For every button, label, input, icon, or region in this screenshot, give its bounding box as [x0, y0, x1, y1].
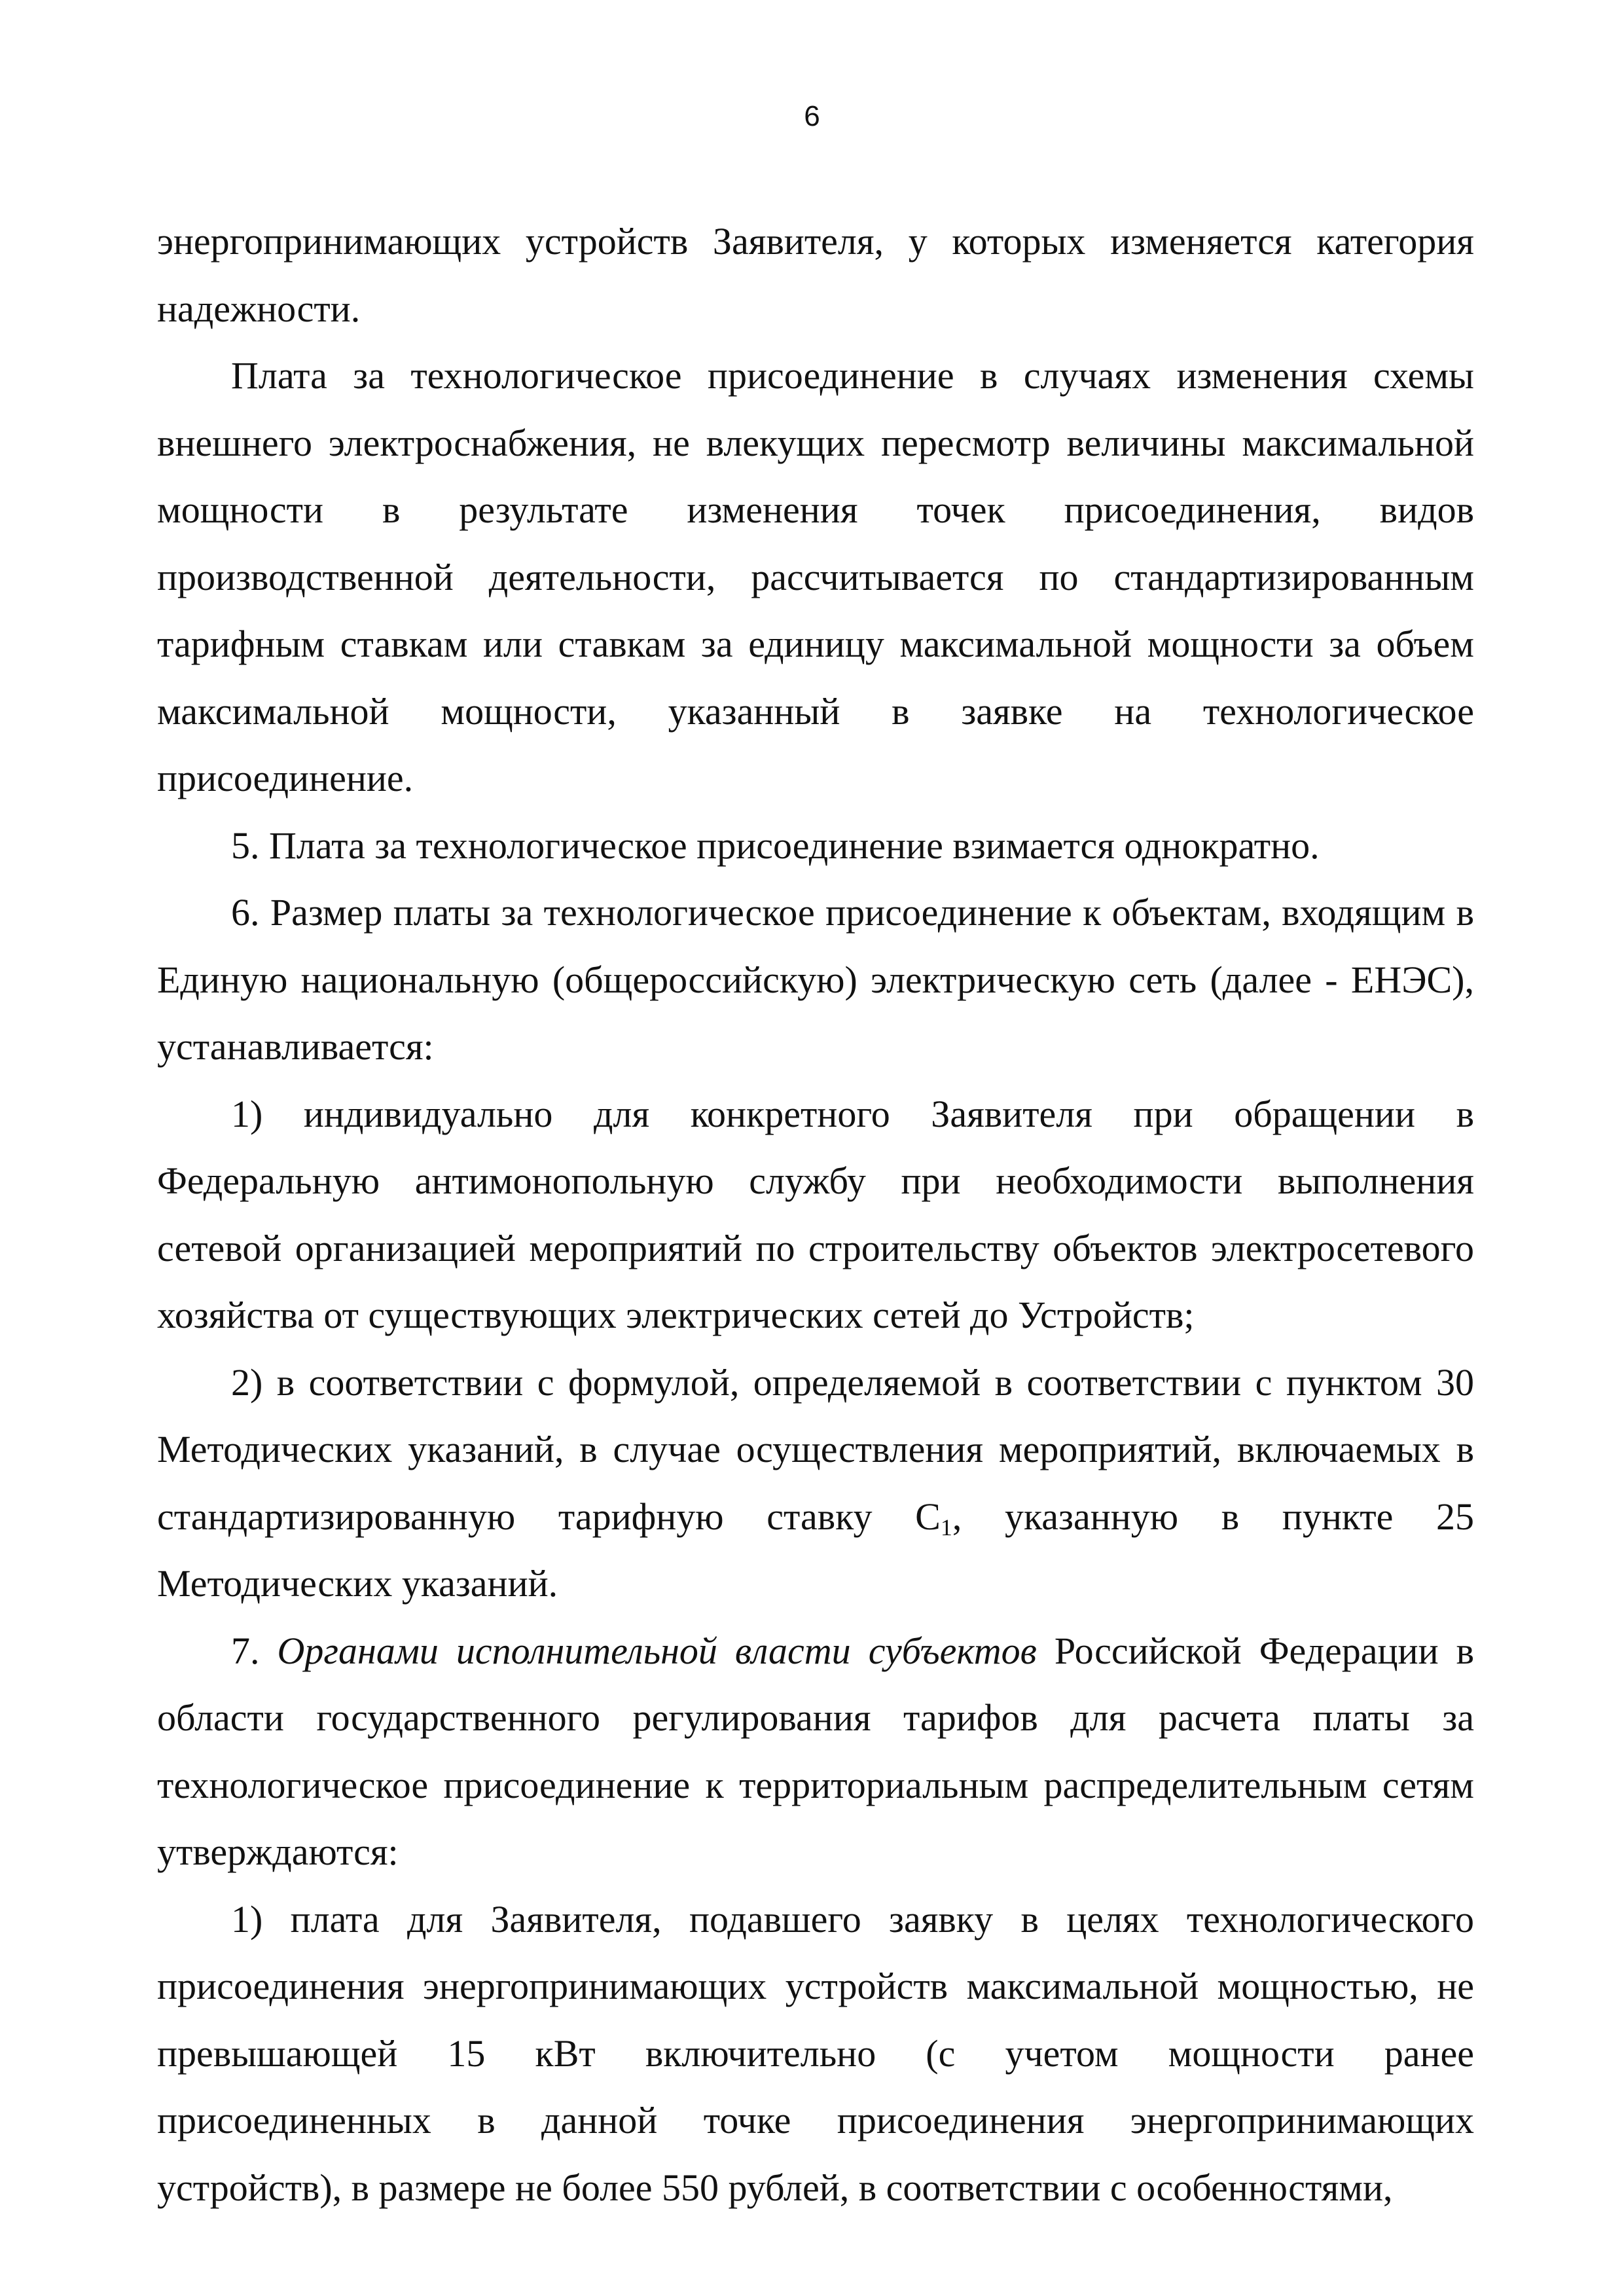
- paragraph-item-6-2-text-after: , указанную в пункте 25 Методических указаний.: [157, 1495, 1475, 1605]
- paragraph-item-5: 5. Плата за технологическое присоединение взимается однократно.: [231, 824, 1320, 867]
- paragraph-item-7-1: 1) плата для Заявителя, подавшего заявку в целях технологического присоединения энергопринимающих устройств максимальной мощностью, не превышающей 15 кВт включительно (с учетом мощности ранее присоединенных в данной точке присоединения энергопринимающих устройств), в размере не более 550 рублей, в соответствии с особенностями,: [157, 1897, 1474, 2209]
- paragraph-item-6: 6. Размер платы за технологическое присоединение к объектам, входящим в Единую национальную (общероссийскую) электрическую сеть (далее - ЕНЭС), устанавливается:: [157, 891, 1474, 1068]
- paragraph-item-6-2: [157, 1349, 1474, 1618]
- paragraph-item-7: [157, 1618, 1474, 1886]
- paragraph-item-7-italic: Органами исполнительной власти субъектов: [277, 1629, 1037, 1672]
- paragraph-item-6-2-text-before: 2) в соответствии с формулой, определяемой в соответствии с пунктом 30 Методических указаний, в случае осуществления мероприятий, включаемых в стандартизированную тарифную ставку C: [157, 1360, 1474, 1538]
- paragraph-fee-scheme-change: Плата за технологическое присоединение в случаях изменения схемы внешнего электроснабжения, не влекущих пересмотр величины максимальной мощности в результате изменения точек присоединения, видов производственной деятельности, рассчитывается по стандартизированным тарифным ставкам или ставкам за единицу максимальной мощности за объем максимальной мощности, указанный в заявке на технологическое присоединение.: [157, 354, 1474, 799]
- page-number: 6: [804, 100, 820, 132]
- document-body: [157, 208, 1474, 2221]
- paragraph-item-7-rest: Российской Федерации в области государственного регулирования тарифов для расчета платы за технологическое присоединение к территориальным распределительным сетям утверждаются:: [157, 1629, 1475, 1873]
- subscript-index: 1: [940, 1514, 952, 1540]
- paragraph-item-7-lead: 7.: [231, 1629, 278, 1672]
- paragraph-item-6-1: 1) индивидуально для конкретного Заявителя при обращении в Федеральную антимонопольную службу при необходимости выполнения сетевой организацией мероприятий по строительству объектов электросетевого хозяйства от существующих электрических сетей до Устройств;: [157, 1092, 1474, 1336]
- paragraph-continuation: энергопринимающих устройств Заявителя, у которых изменяется категория надежности.: [157, 220, 1474, 330]
